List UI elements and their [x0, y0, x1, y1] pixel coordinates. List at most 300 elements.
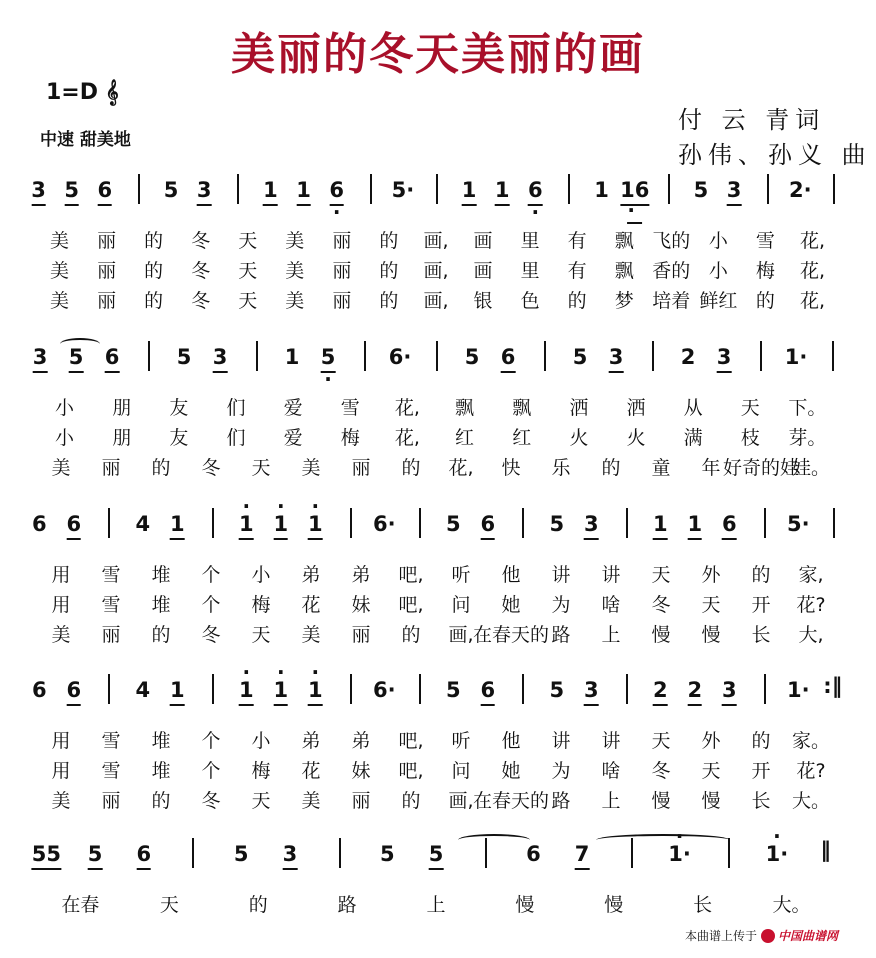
lyric-syllable: 美 — [285, 290, 305, 312]
note: 5 — [445, 678, 461, 702]
lyric-syllable: 她 — [501, 760, 521, 782]
bar-line — [370, 174, 372, 204]
lyric-syllable: 芽。 — [788, 427, 827, 449]
lyric-syllable: 丽 — [351, 790, 371, 812]
note: · 1 — [308, 512, 323, 536]
lyric-syllable: 枝 — [740, 427, 760, 449]
bar-line — [237, 174, 239, 204]
lyric-syllable: 听 — [451, 730, 471, 752]
note: 1 — [284, 345, 300, 369]
lyric-syllable: 冬 — [191, 260, 211, 282]
lyric-syllable: 个 — [201, 594, 221, 616]
bar-line — [364, 341, 366, 371]
lyric-syllable: 梦 — [614, 290, 634, 312]
lyric-syllable: 啥 — [601, 760, 621, 782]
note: · 1 — [273, 678, 288, 702]
lyric-syllable: 朋 — [112, 397, 132, 419]
lyric-syllable: 鲜红 — [699, 290, 738, 312]
lyric-syllable: 长 — [751, 624, 771, 646]
note: 5 — [64, 178, 79, 202]
lyric-syllable: 小 — [251, 564, 271, 586]
lyric-syllable: 路 — [337, 894, 357, 916]
lyric-syllable: 雪 — [340, 397, 360, 419]
lyric-syllable: 大, — [798, 624, 824, 646]
lyric-syllable: 美 — [50, 260, 70, 282]
note: 5· — [391, 178, 415, 202]
lyric-syllable: 的 — [751, 564, 771, 586]
lyric-syllable: 吧, — [398, 730, 424, 752]
note: 5 — [87, 842, 103, 866]
lyric-syllable: 飘 — [614, 260, 634, 282]
lyric-syllable: 色 — [520, 290, 540, 312]
lyric-syllable: 丽 — [101, 457, 121, 479]
lyric-syllable: 花, — [394, 397, 420, 419]
lyric-syllable: 红 — [512, 427, 532, 449]
lyric-syllable: 友 — [169, 427, 189, 449]
lyric-syllable: 慢 — [604, 894, 624, 916]
bar-line — [544, 341, 546, 371]
lyric-syllable: 问 — [451, 760, 471, 782]
lyric-syllable: 用 — [51, 564, 71, 586]
bar-line — [626, 674, 628, 704]
lyric-syllable: 天 — [251, 624, 271, 646]
bar-line — [833, 508, 835, 538]
lyric-syllable: 天 — [740, 397, 760, 419]
lyric-syllable: 的 — [755, 290, 775, 312]
lyric-syllable: 开 — [751, 760, 771, 782]
lyric-syllable: 丽 — [351, 624, 371, 646]
lyric-syllable: 长 — [693, 894, 713, 916]
lyric-syllable: 天 — [238, 260, 258, 282]
note: 6 — [480, 512, 496, 536]
note: 1 — [594, 178, 609, 202]
note: 1· — [784, 345, 808, 369]
note: 1 — [652, 512, 668, 536]
lyric-syllable: 问 — [451, 594, 471, 616]
lyric-syllable: 讲 — [601, 730, 621, 752]
lyric-syllable: 快 — [501, 457, 521, 479]
lyric-syllable: 朋 — [112, 427, 132, 449]
lyric-syllable: 开 — [751, 594, 771, 616]
lyric-syllable: 天 — [251, 790, 271, 812]
lyric-syllable: 用 — [51, 730, 71, 752]
lyric-syllable: 堆 — [151, 594, 171, 616]
note: 3 — [726, 178, 742, 202]
lyric-syllable: 弟 — [351, 564, 371, 586]
lyric-syllable: 慢 — [515, 894, 535, 916]
note: 6 — [31, 512, 47, 536]
lyric-syllable: 美 — [51, 790, 71, 812]
lyric-syllable: 画 — [473, 230, 493, 252]
note: 6 — [500, 345, 516, 369]
lyric-syllable: 下。 — [788, 397, 827, 419]
note: 5 — [549, 678, 565, 702]
lyric-syllable: 堆 — [151, 564, 171, 586]
lyric-syllable: 吧, — [398, 594, 424, 616]
note: 1 — [169, 678, 185, 702]
lyric-syllable: 好奇的娃 — [722, 457, 800, 479]
lyric-syllable: 慢 — [651, 624, 671, 646]
lyric-syllable: 小 — [55, 427, 75, 449]
lyric-syllable: 火 — [569, 427, 589, 449]
lyric-syllable: 的 — [401, 457, 421, 479]
lyric-syllable: 在春 — [61, 894, 100, 916]
note: 5 — [163, 178, 179, 202]
lyric-syllable: 的 — [567, 290, 587, 312]
lyric-syllable: 妹 — [351, 760, 371, 782]
lyric-syllable: 画, — [423, 290, 449, 312]
lyric-syllable: 美 — [50, 230, 70, 252]
note: 7 — [574, 842, 590, 866]
note: 6· — [372, 678, 396, 702]
note: · 1· — [766, 842, 789, 866]
note: 1 — [461, 178, 477, 202]
lyric-syllable: 小 — [55, 397, 75, 419]
note: 4 — [135, 678, 151, 702]
lyric-syllable: 满 — [683, 427, 703, 449]
lyric-syllable: 用 — [51, 760, 71, 782]
bar-line — [212, 674, 214, 704]
lyric-syllable: 吧, — [398, 564, 424, 586]
site-logo[interactable] — [761, 927, 838, 944]
lyric-syllable: 美 — [51, 457, 71, 479]
bar-line — [108, 674, 110, 704]
lyric-syllable: 啥 — [601, 594, 621, 616]
lyric-syllable: 画, — [423, 260, 449, 282]
lyric-syllable: 的 — [151, 457, 171, 479]
lyric-syllable: 为 — [551, 594, 571, 616]
bar-line — [652, 341, 654, 371]
lyric-syllable: 的 — [248, 894, 268, 916]
lyric-syllable: 小 — [251, 730, 271, 752]
lyric-syllable: 飘 — [455, 397, 475, 419]
footer-text: 本曲谱上传于 — [684, 929, 757, 943]
lyric-syllable: 的 — [401, 624, 421, 646]
lyric-syllable: 小 — [708, 260, 728, 282]
note: 6 — [721, 512, 737, 536]
site-name: 中国曲谱网 — [777, 929, 838, 943]
note: 2 — [652, 678, 668, 702]
lyric-syllable: 花, — [394, 427, 420, 449]
note: 6 — [104, 345, 120, 369]
note: 5 — [428, 842, 444, 866]
lyric-syllable: 大。 — [791, 790, 831, 812]
lyric-syllable: 梅 — [340, 427, 360, 449]
bar-line — [419, 674, 421, 704]
lyric-syllable: 个 — [201, 564, 221, 586]
lyric-syllable: 冬 — [201, 457, 221, 479]
lyric-syllable: 路 — [551, 790, 571, 812]
lyric-syllable: 外 — [701, 564, 721, 586]
lyric-syllable: 在春天的 — [472, 624, 550, 646]
lyric-syllable: 美 — [285, 230, 305, 252]
note: 5 — [549, 512, 565, 536]
footer — [685, 927, 838, 944]
lyric-syllable: 飘 — [614, 230, 634, 252]
lyric-syllable: 花 — [301, 760, 321, 782]
slur — [458, 834, 530, 846]
note: 6 — [136, 842, 152, 866]
lyric-syllable: 爱 — [283, 397, 303, 419]
lyric-syllable: 丽 — [97, 230, 117, 252]
bar-line — [833, 174, 835, 204]
note: · 1 — [239, 678, 254, 702]
lyric-syllable: 友 — [169, 397, 189, 419]
lyric-syllable: 家, — [798, 564, 824, 586]
lyric-syllable: 美 — [301, 624, 321, 646]
bar-line — [436, 174, 438, 204]
key-signature: 1=D 𝄞 — [46, 80, 119, 105]
lyric-syllable: 讲 — [601, 564, 621, 586]
lyric-syllable: 弟 — [351, 730, 371, 752]
lyric-syllable: 花? — [796, 760, 826, 782]
note: 5 — [379, 842, 395, 866]
lyric-syllable: 小 — [708, 230, 728, 252]
final-barline: ‖ — [820, 838, 831, 862]
note: 1 — [494, 178, 510, 202]
bar-line — [832, 341, 834, 371]
lyric-syllable: 家。 — [791, 730, 831, 752]
lyric-syllable: 雪 — [101, 564, 121, 586]
lyric-syllable: 丽 — [332, 290, 352, 312]
lyric-syllable: 上 — [601, 790, 621, 812]
note: 3 — [583, 512, 599, 536]
lyric-syllable: 妹 — [351, 594, 371, 616]
note: 3 — [212, 345, 228, 369]
lyric-syllable: 梅 — [251, 760, 271, 782]
lyric-syllable: 用 — [51, 594, 71, 616]
note: · 6 — [528, 178, 543, 202]
note: 2 — [687, 678, 703, 702]
lyric-syllable: 慢 — [701, 790, 721, 812]
note: 3 — [583, 678, 599, 702]
lyric-syllable: 天 — [238, 290, 258, 312]
note: 6 — [97, 178, 113, 202]
lyric-syllable: 听 — [451, 564, 471, 586]
lyric-syllable: 丽 — [101, 790, 121, 812]
lyric-syllable: 的 — [144, 260, 164, 282]
lyric-syllable: 路 — [551, 624, 571, 646]
bar-line — [212, 508, 214, 538]
lyric-syllable: 的 — [144, 230, 164, 252]
note: 6 — [31, 678, 47, 702]
note: 3 — [282, 842, 298, 866]
note: 3 — [32, 345, 48, 369]
lyric-syllable: 画 — [473, 260, 493, 282]
note: 1 — [169, 512, 185, 536]
note: 5 — [68, 345, 84, 369]
lyric-syllable: 弟 — [301, 730, 321, 752]
lyric-syllable: 银 — [473, 290, 493, 312]
composer-credit: 孙伟、孙义 曲 — [678, 141, 872, 169]
lyric-syllable: 画, — [448, 624, 474, 646]
lyric-syllable: 梅 — [755, 260, 775, 282]
lyric-syllable: 慢 — [701, 624, 721, 646]
note: 6 — [480, 678, 496, 702]
bar-line — [108, 508, 110, 538]
lyric-syllable: 丽 — [101, 624, 121, 646]
lyric-syllable: 美 — [301, 457, 321, 479]
slur — [596, 834, 730, 846]
lyric-syllable: 上 — [601, 624, 621, 646]
lyric-syllable: 长 — [751, 790, 771, 812]
lyric-syllable: 冬 — [191, 290, 211, 312]
lyric-syllable: 洒 — [569, 397, 589, 419]
lyric-syllable: 童 — [651, 457, 671, 479]
bar-line — [568, 174, 570, 204]
lyric-syllable: 花? — [796, 594, 826, 616]
note: 1 — [687, 512, 703, 536]
lyric-syllable: 她 — [501, 594, 521, 616]
lyric-syllable: 花, — [799, 260, 825, 282]
note: 3 — [31, 178, 46, 202]
bar-line — [192, 838, 194, 868]
lyric-syllable: 雪 — [101, 730, 121, 752]
lyric-syllable: 天 — [238, 230, 258, 252]
lyric-syllable: 他 — [501, 730, 521, 752]
lyric-syllable: 画, — [423, 230, 449, 252]
lyric-syllable: 的 — [144, 290, 164, 312]
note: 55 — [31, 842, 61, 866]
bar-line — [764, 508, 766, 538]
lyric-syllable: 天 — [251, 457, 271, 479]
note: 5 — [233, 842, 249, 866]
lyric-syllable: 的 — [151, 790, 171, 812]
tempo-marking: 中速 甜美地 — [40, 130, 131, 150]
lyric-syllable: 冬 — [201, 624, 221, 646]
lyric-syllable: 丽 — [97, 290, 117, 312]
lyric-syllable: 飘 — [512, 397, 532, 419]
lyric-syllable: 爱 — [283, 427, 303, 449]
bar-line — [767, 174, 769, 204]
note: 1· — [786, 678, 810, 702]
lyric-syllable: 弟 — [301, 564, 321, 586]
lyric-syllable: 个 — [201, 760, 221, 782]
lyric-syllable: 梅 — [251, 594, 271, 616]
note: 5 — [572, 345, 588, 369]
lyric-syllable: 美 — [51, 624, 71, 646]
lyric-syllable: 天 — [159, 894, 179, 916]
lyric-syllable: 花, — [799, 230, 825, 252]
lyric-syllable: 雪 — [755, 230, 775, 252]
note: 2· — [789, 178, 812, 202]
lyric-syllable: 冬 — [201, 790, 221, 812]
bar-line — [419, 508, 421, 538]
lyric-syllable: 冬 — [651, 760, 671, 782]
bar-line — [668, 174, 670, 204]
note: 5 — [445, 512, 461, 536]
note: 5 — [464, 345, 480, 369]
note: · 1 — [239, 512, 254, 536]
lyric-syllable: 冬 — [651, 594, 671, 616]
lyric-syllable: 丽 — [332, 260, 352, 282]
lyric-syllable: 的 — [379, 260, 399, 282]
bar-line — [138, 174, 140, 204]
lyric-syllable: 在春天的 — [472, 790, 550, 812]
note: 1 — [263, 178, 278, 202]
note: 6· — [388, 345, 412, 369]
lyric-syllable: 有 — [567, 260, 587, 282]
note: 6 — [526, 842, 541, 866]
lyric-syllable: 个 — [201, 730, 221, 752]
note: 4 — [135, 512, 151, 536]
note: 6· — [372, 512, 396, 536]
bar-line — [522, 674, 524, 704]
lyric-syllable: 他 — [501, 564, 521, 586]
note: 5 — [176, 345, 192, 369]
lyric-syllable: 天 — [651, 730, 671, 752]
lyric-syllable: 上 — [426, 894, 446, 916]
bar-line — [350, 508, 352, 538]
note: 6 — [66, 678, 82, 702]
repeat-barline: :‖ — [823, 674, 843, 698]
bar-line — [626, 508, 628, 538]
lyric-syllable: 花, — [799, 290, 825, 312]
lyric-syllable: 洒 — [626, 397, 646, 419]
lyric-syllable: 里 — [520, 260, 540, 282]
lyric-syllable: 年 — [701, 457, 721, 479]
note: 6 — [66, 512, 82, 536]
lyric-syllable: 慢 — [651, 790, 671, 812]
note: · 6 — [329, 178, 344, 202]
lyric-syllable: 丽 — [97, 260, 117, 282]
note: 3 — [196, 178, 212, 202]
lyric-syllable: 的 — [151, 624, 171, 646]
lyric-syllable: 画, — [448, 790, 474, 812]
note: 3 — [721, 678, 737, 702]
note: · 1 — [308, 678, 323, 702]
note: 3 — [716, 345, 732, 369]
lyric-syllable: 娃。 — [791, 457, 831, 479]
bar-line — [764, 674, 766, 704]
lyric-syllable: 们 — [226, 397, 246, 419]
lyric-syllable: 的 — [751, 730, 771, 752]
note: · 5 — [321, 345, 336, 369]
bar-line — [760, 341, 762, 371]
lyric-syllable: 为 — [551, 760, 571, 782]
lyric-syllable: 花, — [448, 457, 474, 479]
lyric-syllable: 堆 — [151, 730, 171, 752]
lyric-syllable: 有 — [567, 230, 587, 252]
lyric-syllable: 外 — [701, 730, 721, 752]
lyric-syllable: 天 — [701, 594, 721, 616]
lyric-syllable: 乐 — [551, 457, 571, 479]
bar-line — [436, 341, 438, 371]
note: 5 — [693, 178, 709, 202]
lyric-syllable: 香的 — [652, 260, 691, 282]
lyric-syllable: 吧, — [398, 760, 424, 782]
note: 2 — [680, 345, 696, 369]
lyric-syllable: 讲 — [551, 564, 571, 586]
lyric-syllable: 培着 — [652, 290, 691, 312]
lyric-syllable: 讲 — [551, 730, 571, 752]
lyric-syllable: 火 — [626, 427, 646, 449]
lyric-syllable: 里 — [520, 230, 540, 252]
lyric-syllable: 冬 — [191, 230, 211, 252]
note: · 16 — [620, 178, 649, 202]
lyric-syllable: 天 — [651, 564, 671, 586]
note: 5· — [786, 512, 810, 536]
bar-line — [148, 341, 150, 371]
bar-line — [350, 674, 352, 704]
lyric-syllable: 美 — [50, 290, 70, 312]
lyric-syllable: 雪 — [101, 760, 121, 782]
logo-icon — [761, 929, 775, 943]
lyric-syllable: 美 — [285, 260, 305, 282]
lyric-syllable: 丽 — [332, 230, 352, 252]
bar-line — [256, 341, 258, 371]
note: 3 — [608, 345, 624, 369]
